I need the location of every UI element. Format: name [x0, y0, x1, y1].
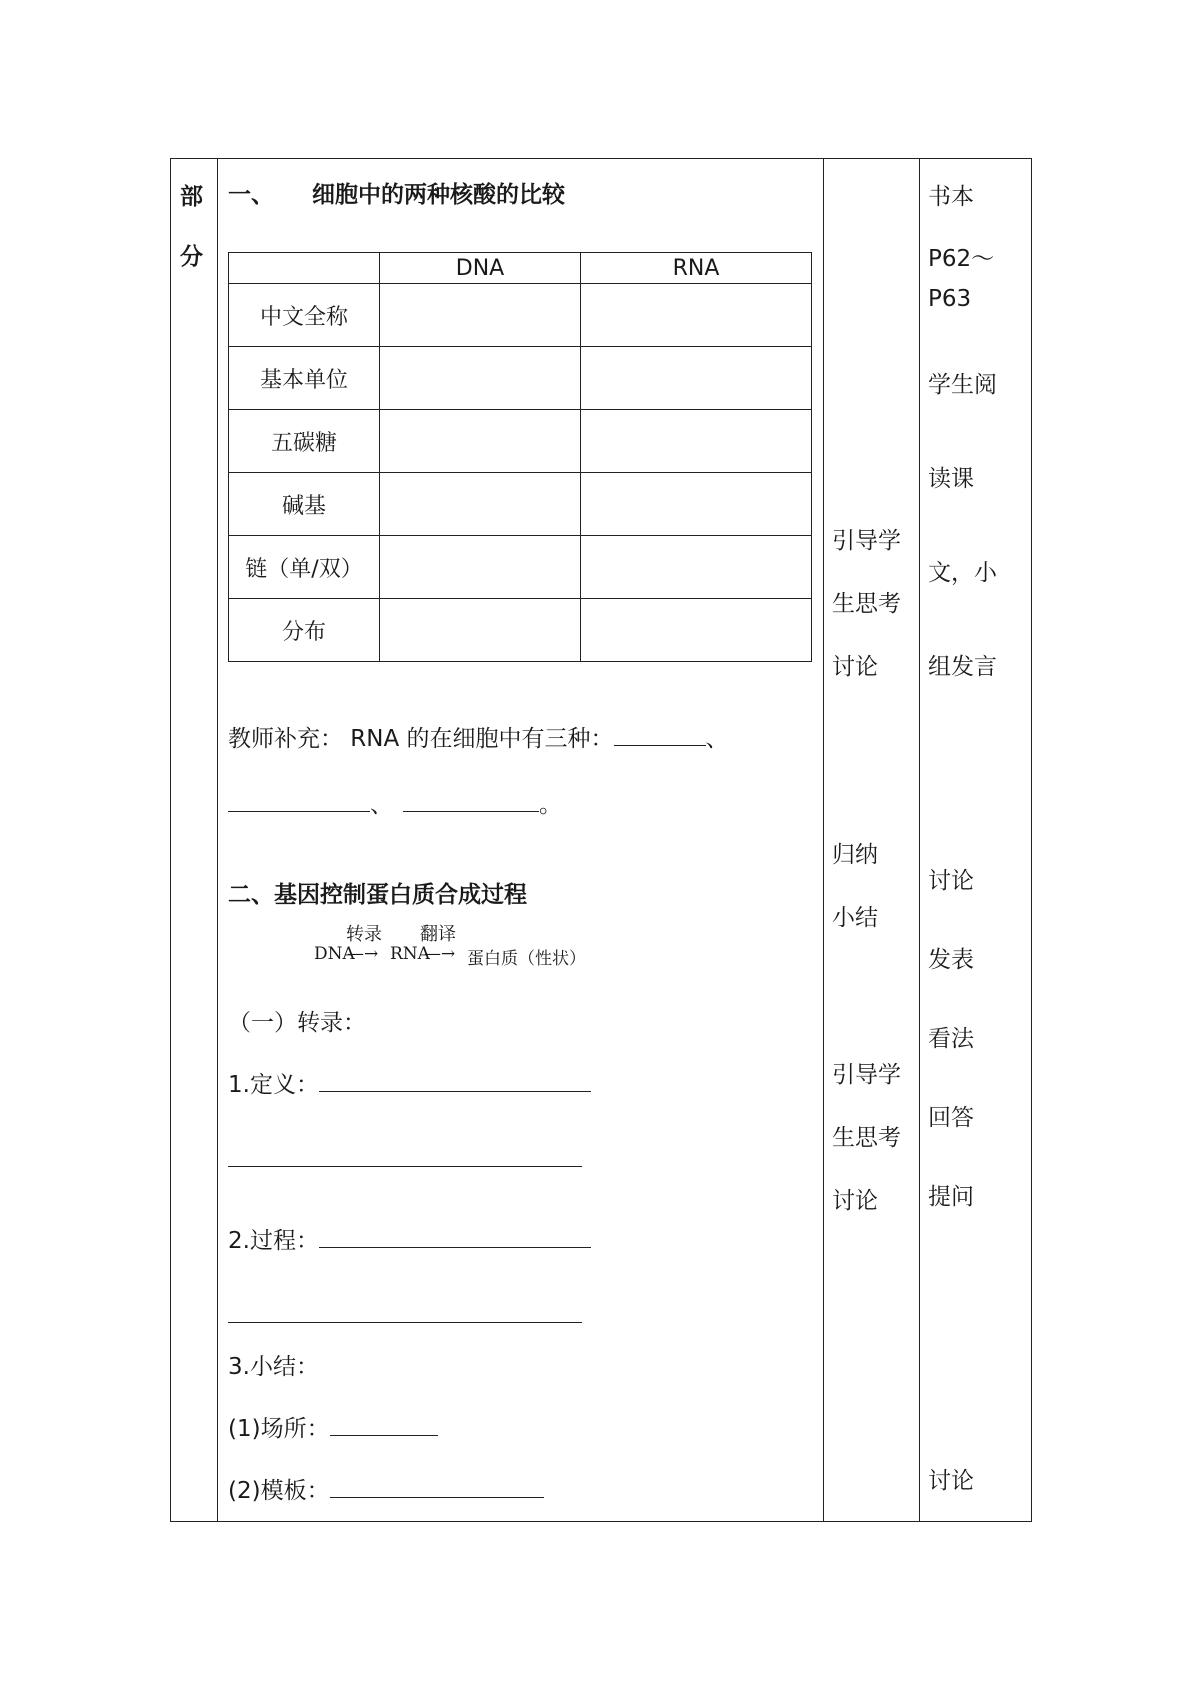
subsection-title: （一）转录： [228, 1010, 366, 1036]
section-number: 一、 [228, 182, 274, 208]
supplement-text: 教师补充： RNA 的在细胞中有三种： [228, 726, 614, 752]
student-activity: 看法 [928, 1026, 974, 1052]
item-label: 2.过程： [228, 1228, 319, 1254]
item-label: (2)模板： [228, 1478, 330, 1504]
row-label: 中文全称 [229, 284, 380, 347]
fill-blank [319, 1225, 591, 1248]
section-title: 二、基因控制蛋白质合成过程 [228, 882, 527, 908]
table-row [229, 347, 812, 410]
teacher-activity: 讨论 [832, 654, 878, 680]
fill-blank [228, 1166, 582, 1167]
table-row [229, 410, 812, 473]
table-row [229, 536, 812, 599]
student-activity: 学生阅 [928, 372, 997, 398]
row-label: 碱基 [229, 473, 380, 536]
arrow-icon: —→ [347, 944, 379, 964]
teacher-activity: 讨论 [832, 1188, 878, 1214]
fill-blank [228, 1322, 582, 1323]
teacher-activity: 生思考 [832, 1125, 901, 1151]
separator: 、 [370, 792, 393, 818]
table-cell [581, 473, 812, 536]
student-activity: 讨论 [928, 1468, 974, 1494]
fill-blank [330, 1475, 544, 1498]
fill-blank [319, 1069, 591, 1092]
table-cell [581, 410, 812, 473]
table-cell [581, 347, 812, 410]
teacher-activity: 引导学 [832, 528, 901, 554]
student-activity: 回答 [928, 1105, 974, 1131]
row-label: 基本单位 [229, 347, 380, 410]
comparison-table [228, 252, 812, 662]
table-row [229, 473, 812, 536]
table-cell [380, 473, 581, 536]
section-label-char: 部 [180, 184, 203, 210]
fill-blank [330, 1413, 438, 1436]
table-cell [380, 536, 581, 599]
table-cell [581, 536, 812, 599]
student-activity: 读课 [928, 466, 974, 492]
definition-line [228, 1066, 591, 1099]
column-divider [217, 159, 218, 1521]
table-header-cell [229, 253, 380, 284]
process-line [228, 1222, 591, 1255]
row-label: 五碳糖 [229, 410, 380, 473]
supplement-line-2 [228, 786, 562, 819]
table-header-row [229, 253, 812, 284]
flow-label: 转录 [346, 924, 382, 945]
item-label: 1.定义： [228, 1072, 319, 1098]
column-divider [919, 159, 920, 1521]
table-cell [581, 284, 812, 347]
fill-blank [228, 789, 370, 812]
template-line [228, 1472, 544, 1505]
item-label: (1)场所： [228, 1416, 330, 1442]
table-cell [380, 284, 581, 347]
teacher-activity: 引导学 [832, 1062, 901, 1088]
supplement-line-1 [228, 720, 729, 753]
fill-blank [403, 789, 539, 812]
section-label-char: 分 [180, 244, 203, 270]
student-activity: 文，小 [928, 560, 997, 586]
flow-node: DNA [314, 944, 355, 964]
student-activity: P62～ [928, 246, 995, 272]
row-label: 链（单/双） [229, 536, 380, 599]
item-label: 3.小结： [228, 1354, 319, 1380]
column-divider [823, 159, 824, 1521]
student-activity: 组发言 [928, 654, 997, 680]
student-activity: 讨论 [928, 868, 974, 894]
table-header-cell: DNA [380, 253, 581, 284]
table-cell [380, 599, 581, 662]
flow-node: 蛋白质（性状） [467, 949, 586, 969]
teacher-activity: 小结 [832, 905, 878, 931]
flow-node: RNA [390, 944, 430, 964]
teacher-activity: 归纳 [832, 842, 878, 868]
table-row [229, 284, 812, 347]
flow-label: 翻译 [420, 924, 456, 945]
gene-expression-flow [314, 920, 614, 969]
end-mark: 。 [539, 792, 562, 818]
table-cell [581, 599, 812, 662]
location-line [228, 1410, 438, 1443]
section-title: 细胞中的两种核酸的比较 [312, 182, 565, 208]
fill-blank [614, 723, 706, 746]
table-row [229, 599, 812, 662]
table-cell [380, 410, 581, 473]
student-activity: P63 [928, 286, 972, 312]
arrow-icon: —→ [424, 944, 456, 964]
table-cell [380, 347, 581, 410]
student-activity: 发表 [928, 947, 974, 973]
student-activity: 提问 [928, 1184, 974, 1210]
separator: 、 [705, 726, 729, 752]
row-label: 分布 [229, 599, 380, 662]
teacher-activity: 生思考 [832, 591, 901, 617]
table-header-cell: RNA [581, 253, 812, 284]
student-activity: 书本 [928, 184, 974, 210]
